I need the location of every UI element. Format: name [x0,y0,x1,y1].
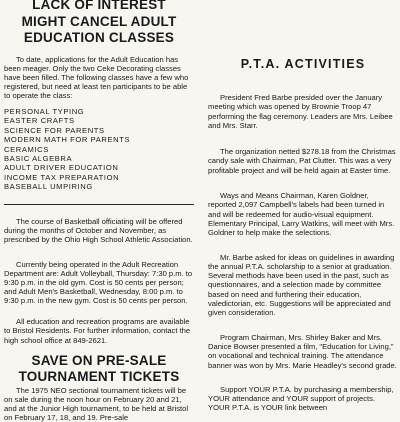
list-item: BASIC ALGEBRA [4,154,73,163]
pta-paragraph-5: Program Chairman, Mrs. Shirley Baker and Mrs. Danice Bowser presented a film, "Education for Living," on vocational and technical training. The attendance banner was won by Mrs. Marie Headley's second grade. [208,332,397,370]
info-paragraph: All education and recreation programs are available to Bristol Residents. For further information, contact the high school office at 849-2621. [4,317,191,345]
headline-line: TOURNAMENT TICKETS [18,369,180,385]
headline-line: EDUCATION CLASSES [23,30,175,45]
pta-paragraph-4: Mr. Barbe asked for ideas on guidelines in awarding the annual P.T.A. scholarship to a senior at graduation. Several methods have been used in the past, such as questionnaires, and a selection made by committee based on need and furthering their education, valedictorian, etc. Suggestions will be appreciated and given consideration. [208,252,395,318]
pta-paragraph-2: The organization netted $278.18 from the Christmas candy sale with Chairman, Pat Clutter. This was a very profitable project and will be held again at Easter time. [208,147,396,175]
class-list [4,107,194,192]
list-item: SCIENCE FOR PARENTS [4,125,105,135]
tickets-paragraph: The 1975 NEO sectional tournament tickets will be on sale during the noon hour on February 20 and 21, and at the Junior High tournament, to be held at Bristol on February 17, 18, and 19. Pre-sale [4,385,189,422]
recreation-paragraph: Currently being operated in the Adult Recreation Department are: Adult Volleyball, Thursday: 7:30 p.m. to 9:30 p.m. in the old gym. Cost is 50 cents per person; and Adult Men's Basketball, Wednesday, 8:00 p.m. to 9:30 p.m. in the new gym. Cost is 50 cents per person. [4,259,193,306]
list-item: MODERN MATH FOR PARENTS [4,135,131,145]
list-item: CERAMICS [4,144,49,154]
divider [4,204,194,205]
headline-line: SAVE ON PRE-SALE [31,352,167,368]
pta-title: P.T.A. ACTIVITIES [240,57,366,71]
intro-paragraph: To date, applications for the Adult Education has been meager. Only the two Ceke Decorating classes have been filled. The following classes have a few who registered, but need at least ten participants to be able to operate the class: [4,54,189,100]
pta-paragraph-3: Ways and Means Chairman, Karen Goldner, reported 2,097 Campbell's labels had been turned in and will be redeemed for audio-visual equipment. Elementary Principal, Larry Watkins, will meet with Mrs. Goldner to help make the selections. [208,191,395,238]
list-item: EASTER CRAFTS [4,116,75,126]
right-column [208,0,398,413]
list-item: PERSONAL TYPING [4,106,85,116]
tickets-headline [4,353,194,386]
basketball-paragraph: The course of Basketball officiating will be offered during the months of October and November, as prescribed by the Ohio High School Athletic Association. [4,216,193,244]
list-item: ADULT DRIVER EDUCATION [4,163,119,173]
headline-line: LACK OF INTEREST [32,0,166,12]
list-item: BASEBALL UMPIRING [4,182,93,192]
headline-line: MIGHT CANCEL ADULT [21,13,177,29]
list-item: INCOME TAX PREPARATION [4,172,120,182]
pta-paragraph-1: President Fred Barbe presided over the January meeting which was opened by Brownie Troop 47 performing the flag ceremony. Leaders are Mrs. Leibee and Mrs. Starr. [208,93,393,130]
pta-paragraph-6: Support YOUR P.T.A. by purchasing a membership, YOUR attendance and YOUR support of projects. YOUR P.T.A. is YOUR link between [208,384,394,413]
adult-education-headline [4,0,194,47]
left-column [4,0,194,422]
